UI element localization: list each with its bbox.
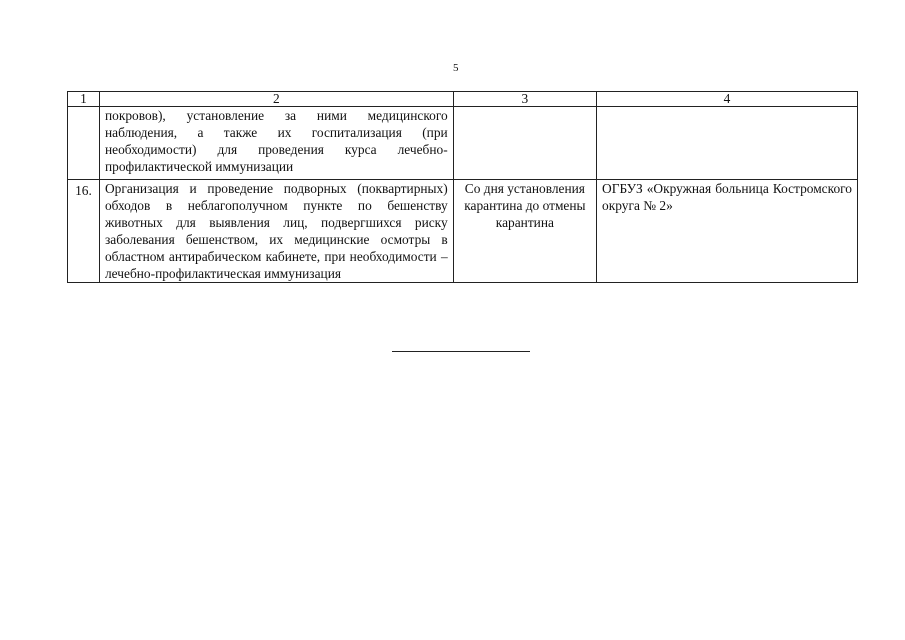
row-number: 16. <box>68 180 100 283</box>
measures-table <box>67 91 858 283</box>
header-col-3: 3 <box>453 92 596 107</box>
page-number: 5 <box>453 62 459 74</box>
period-cell: Со дня установления карантина до отмены карантина <box>453 180 596 283</box>
table-row <box>68 107 858 180</box>
row-number <box>68 107 100 180</box>
activity-cell: Организация и проведение подворных (поквартирных) обходов в неблагополучном пункте по бешенству животных для выявления лиц, подвергшихся риску заболевания бешенством, их медицинские осмотры в областном антирабическом кабинете, при необходимости – лечебно-профилактическая иммунизация <box>99 180 453 283</box>
table-header-row <box>68 92 858 107</box>
responsible-cell: ОГБУЗ «Окружная больница Костромского округа № 2» <box>597 180 858 283</box>
responsible-cell <box>597 107 858 180</box>
period-cell <box>453 107 596 180</box>
end-divider-line <box>392 351 530 352</box>
activity-cell: покровов), установление за ними медицинского наблюдения, а также их госпитализация (при необходимости) для проведения курса лечебно-профилактической иммунизации <box>99 107 453 180</box>
table-row <box>68 180 858 283</box>
header-col-1: 1 <box>68 92 100 107</box>
header-col-2: 2 <box>99 92 453 107</box>
header-col-4: 4 <box>597 92 858 107</box>
